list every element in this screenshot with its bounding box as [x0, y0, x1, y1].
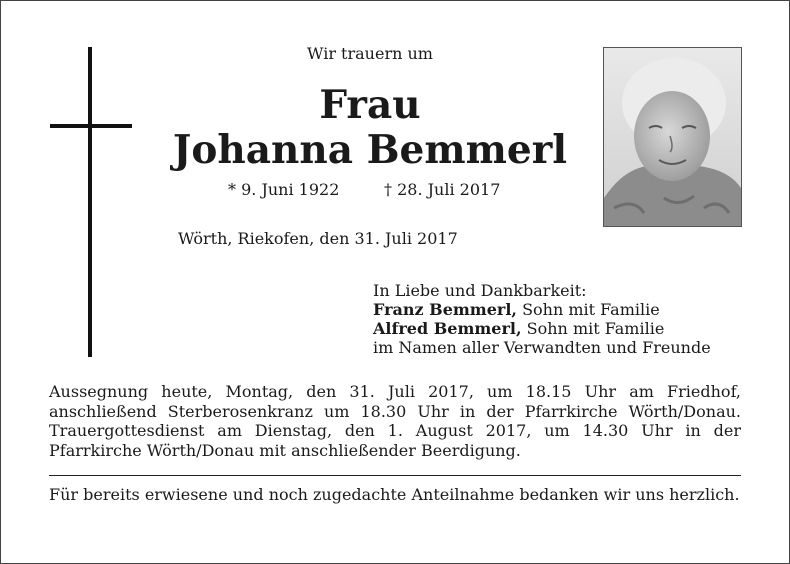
mourner-name: Franz Bemmerl, [373, 300, 517, 319]
portrait-photo [603, 47, 742, 227]
mourner-relation: Sohn mit Familie [521, 319, 665, 338]
thanks-paragraph: Für bereits erwiesene und noch zugedachte Anteilnahme bedanken wir uns herzlich. [49, 485, 740, 504]
mourner-name: Alfred Bemmerl, [373, 319, 522, 338]
title-honorific: Frau [319, 82, 421, 128]
mourner-relation: Sohn mit Familie [516, 300, 660, 319]
mourner-line [373, 300, 711, 319]
service-paragraph: Aussegnung heute, Montag, den 31. Juli 2017, um 18.15 Uhr am Friedhof, anschließend Sterberosenkranz um 18.30 Uhr in der Pfarrkirche Wörth/Donau. Trauergottesdienst am Dienstag, den 1. August 2017, um 14.30 Uhr in der Pfarrkirche Wörth/Donau mit anschließender Beerdigung. [49, 382, 741, 460]
death-date: † 28. Juli 2017 [384, 180, 501, 199]
place-date: Wörth, Riekofen, den 31. Juli 2017 [178, 229, 458, 248]
thanks-heading: In Liebe und Dankbarkeit: [373, 281, 587, 300]
mourners-closing: im Namen aller Verwandten und Freunde [373, 338, 711, 357]
birth-date: * 9. Juni 1922 [228, 180, 340, 199]
deceased-name: Johanna Bemmerl [172, 127, 568, 173]
divider [49, 475, 741, 476]
mourner-line [373, 319, 711, 338]
mourners-block [373, 281, 711, 357]
intro-text: Wir trauern um [307, 44, 433, 63]
